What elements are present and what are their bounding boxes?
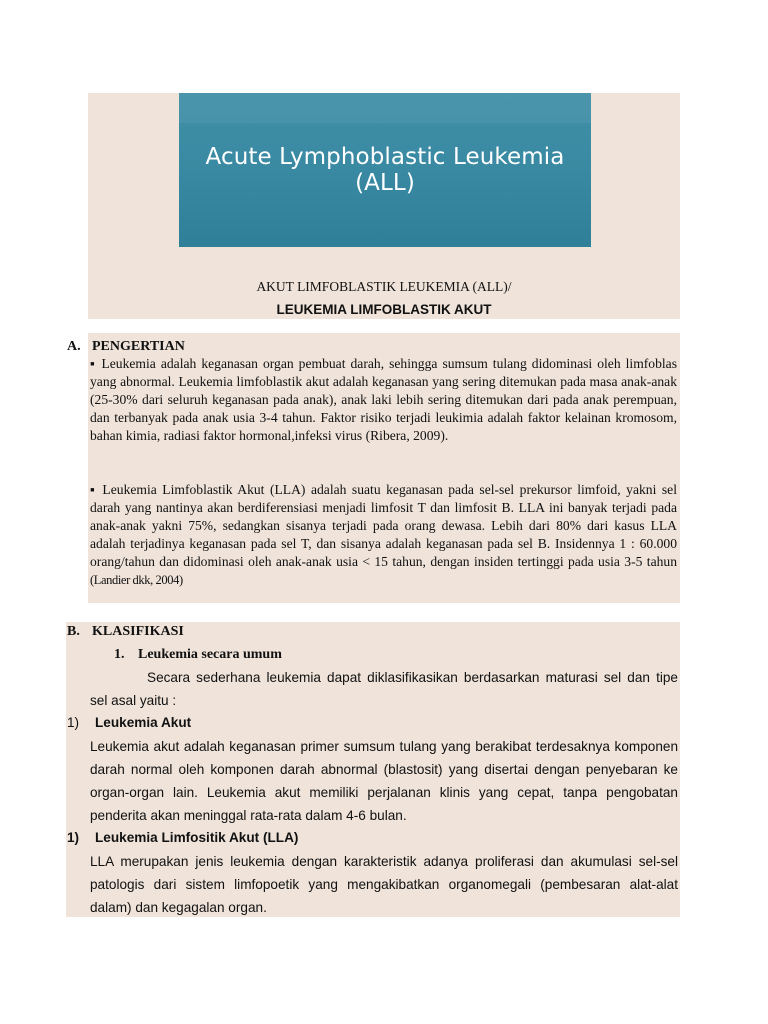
item-1-number: 1) [67, 715, 80, 730]
paragraph-2-text: ▪ Leukemia Limfoblastik Akut (LLA) adalah suatu keganasan pada sel-sel prekursor limfoid, yakni sel darah yang nantinya akan berdiferensiasi menjadi limfosit T dan limfosit B. LLA ini banyak terjadi pada anak-anak yakni 75%, sedangkan sisanya terjadi pada orang dewasa. Lebih dari 80% dari kasus LLA adalah terjadinya keganasan pada sel T, dan sisanya adalah keganasan pada sel B. Insidennya 1 : 60.000 orang/tahun dan didominasi oleh anak-anak usia < 15 tahun, dengan insiden tertinggi pada usia 3-5 tahun [90, 482, 677, 569]
section-a-paragraph-1: ▪ Leukemia adalah keganasan organ pembuat darah, sehingga sumsum tulang didominasi oleh limfoblas yang abnormal. Leukemia limfoblastik akut adalah keganasan yang sering ditemukan pada masa anak-anak (25-30% dari seluruh keganasan pada anak), anak laki lebih sering ditemukan dari pada anak perempuan, dan terbanyak pada anak usia 3-4 tahun. Faktor risiko terjadi leukimia adalah faktor kelainan kromosom, bahan kimia, radiasi faktor hormonal,infeksi virus (Ribera, 2009). [90, 356, 677, 443]
item-1-title: Leukemia Akut [95, 715, 192, 730]
item-2-number: 1) [67, 830, 80, 845]
classification-intro: Secara sederhana leukemia dapat diklasifikasikan berdasarkan maturasi sel dan tipe sel asal yaitu : [90, 670, 678, 708]
section-b-number: B. [67, 624, 80, 639]
subsection-heading: Leukemia secara umum [138, 647, 282, 662]
document-subtitle: LEUKEMIA LIMFOBLASTIK AKUT [276, 302, 492, 317]
subsection-number: 1. [114, 647, 125, 662]
paragraph-2-citation: (Landier dkk, 2004) [90, 572, 183, 587]
section-b-heading: KLASIFIKASI [92, 624, 184, 639]
section-a-heading: PENGERTIAN [92, 339, 185, 354]
document-title: AKUT LIMFOBLASTIK LEUKEMIA (ALL)/ [256, 279, 512, 294]
banner-image [179, 93, 591, 247]
item-2-text: LLA merupakan jenis leukemia dengan karakteristik adanya proliferasi dan akumulasi sel-sel patologis dari sistem limfopoetik yang mengakibatkan organomegali (pembesaran alat-alat dalam) dan kegagalan organ. [90, 854, 678, 915]
item-1-text: Leukemia akut adalah keganasan primer sumsum tulang yang berakibat terdesaknya komponen darah normal oleh komponen darah abnormal (blastosit) yang disertai dengan penyebaran ke organ-organ lain. Leukemia akut memiliki perjalanan klinis yang cepat, tanpa pengobatan penderita akan meninggal rata-rata dalam 4-6 bulan. [90, 739, 678, 823]
section-a-number: A. [67, 339, 81, 354]
banner-title: Acute Lymphoblastic Leukemia (ALL) [205, 144, 565, 196]
section-a-paragraph-2 [90, 481, 677, 589]
item-2-title: Leukemia Limfositik Akut (LLA) [95, 830, 299, 845]
